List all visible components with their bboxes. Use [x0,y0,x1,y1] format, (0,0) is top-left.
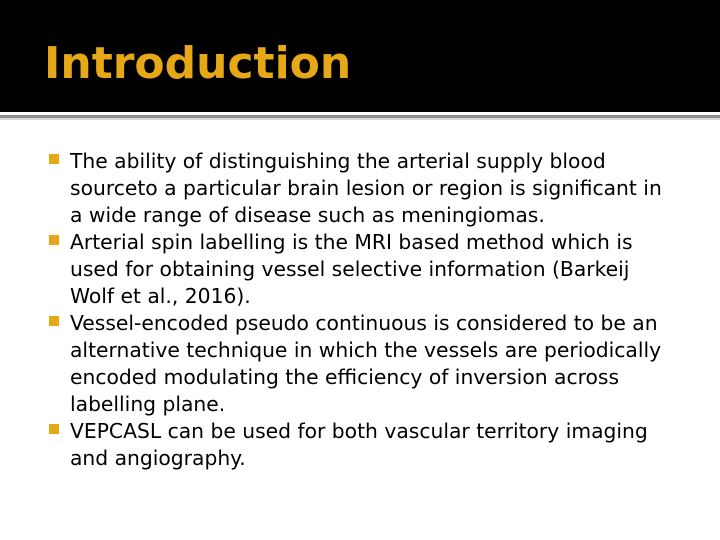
bullet-item [49,148,679,229]
square-bullet-icon [49,424,59,434]
title-divider-highlight [0,118,720,120]
bullet-text: Arterial spin labelling is the MRI based method which is used for obtaining vessel selective information (Barkeij Wolf et al., 2016). [70,230,633,308]
bullet-list [49,148,679,472]
title-bar [0,0,720,112]
square-bullet-icon [49,154,59,164]
square-bullet-icon [49,235,59,245]
slide-title: Introduction [44,38,352,89]
bullet-text: VEPCASL can be used for both vascular territory imaging and angiography. [70,419,648,470]
bullet-item [49,418,679,472]
bullet-text: The ability of distinguishing the arterial supply blood sourceto a particular brain lesion or region is significant in a wide range of disease such as meningiomas. [70,149,662,227]
square-bullet-icon [49,316,59,326]
bullet-text: Vessel-encoded pseudo continuous is considered to be an alternative technique in which the vessels are periodically encoded modulating the efficiency of inversion across labelling plane. [70,311,662,416]
bullet-item [49,310,679,418]
bullet-item [49,229,679,310]
